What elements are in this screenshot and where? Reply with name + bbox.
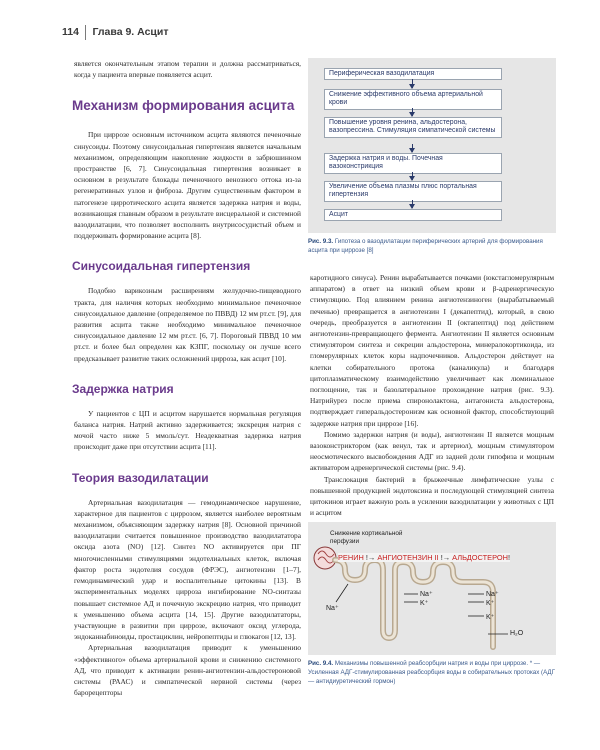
right-paragraph-2: Помимо задержки натрия (и воды), ангиотензин II является мощным вазоконстриктором (как венул, так и артериол), мощным стимулятором неосмотического высвобождения АДГ из задней доли гипофиза и мощным активатором адренергической системы (рис. 9.4). (310, 429, 554, 473)
flow-arrow (412, 200, 413, 208)
flow-step-6: Асцит (324, 209, 502, 221)
na-arrow-icon (336, 584, 348, 602)
caption-label: Рис. 9.4. (308, 660, 334, 667)
glomerulus-icon (314, 547, 336, 569)
subsection-title-vasodilation: Теория вазодилатации (72, 470, 209, 485)
vasodilation-paragraph-1: Артериальная вазодилатация — гемодинамическое нарушение, характерное для пациентов с циррозом, является наиболее вероятным механизмом, объясняющим задержку натрия [8]. Основной причиной вазодилатации считается повышенное производство вазодилататора оксида азота (NO) [12]. Синтез NO активируется при ПГ многочисленными стимуляциями эндотелиальных клеток, включая фактор роста эндотелия сосудов (ФРЭС), ангиотензин [1–7], гемодинамический удар и воспалительные цитокины [13]. В экспериментальных моделях цирроза ингибирование NO-синтазы повышает системное АД и почечную экскрецию натрия, что приводит к уменьшению объема асцита [14, 15]. Другие вазодилататоры, участвующие в развитии при циррозе, включают оксид углерода, эндоканнабиноиды, простациклин, нейропептиды и глюкагон [12, 13]. (74, 497, 301, 642)
mechanism-paragraph: При циррозе основным источником асцита являются печеночные синусоиды. Поэтому синусоидальная гипертензия является начальным механизмом, определяющим накопление жидкости в забрюшинном пространстве [6, 7]. Синусоидальная гипертензия возникает в основном в результате блокады печеночного венозного оттока из-за регенеративных узлов и фиброза. Другим существенным фактором в патогенезе цирротического асцита является задержка натрия и воды, возникающая главным образом в результате висцеральной и системной вазодилатации, что позволяет восполнить внутрисосудистый объем и поддерживать формирование асцита [8]. (74, 130, 301, 241)
caption-label: Рис. 9.3. (308, 238, 334, 245)
flow-arrow (412, 172, 413, 180)
subsection-title-sinusoidal: Синусоидальная гипертензия (72, 259, 251, 274)
figure-nephron (308, 522, 556, 655)
na-label: Na⁺ (420, 591, 433, 598)
running-header (62, 22, 582, 42)
figure-caption-9-4 (308, 660, 556, 686)
aldosterone-label: АЛЬДОСТЕРОН (452, 553, 508, 562)
header-divider (85, 25, 87, 40)
right-paragraph-3: Транслокация бактерий в брыжеечные лимфатические узлы с повышенной продукцией эндотоксина и последующей стимуляцией синтеза цитокинов играет важную роль в усилении вазодилатации у животных с ЦП и асцитом (310, 474, 554, 518)
arrow-icon: !→ (365, 553, 376, 562)
caption-text: Гипотеза о вазодилатации периферических артерий для формирования асцита при циррозе [8] (308, 238, 543, 254)
sodium-paragraph: У пациентов с ЦП и асцитом нарушается нормальная регуляция баланса натрия. Натрий активно задерживается; экскреция натрия с мочой часто ниже 5 ммоль/сут. Неадекватная задержка натрия происходит даже при отсутствии асцита [11]. (74, 408, 301, 452)
left-column (74, 58, 301, 698)
perfusion-label: Снижение кортикальной перфузии (330, 530, 403, 545)
sinusoidal-paragraph: Подобно варикозным расширениям желудочно-пищеводного тракта, для наличия которых необходимо минимальное печеночное синусоидальное давление (определяемое по ПВВД) 12 мм рт.ст. [9], для развития асцита также необходимо минимальное печеночное синусоидальное давление 12 мм рт.ст. [6, 7]. Пороговый ПВВД 10 мм рт.ст. и более был определен как КЗПГ, поскольку он лучше всего предсказывает развитие таких осложнений цирроза, как асцит [10]. (74, 286, 301, 363)
arrow-icon: ! (507, 553, 510, 562)
flow-arrow (412, 144, 413, 152)
na-label: Na⁺ (326, 605, 339, 612)
arrow-icon: !→ (440, 553, 451, 562)
angiotensin-label: АНГИОТЕНЗИН II (377, 553, 439, 562)
flow-step-1: Периферическая вазодилатация (324, 68, 502, 80)
water-label: H₂O (510, 630, 524, 637)
figure-caption-9-3 (308, 238, 556, 256)
right-paragraph-1: каротидного синуса). Ренин вырабатывается почками (юкстагломерулярным аппаратом) в ответ на низкий объем крови и β-адренергическую стимуляцию. Под влиянием ренина ангиотензиноген (вырабатываемый печенью) превращается в ангиотензин I (декапептид), который, в свою очередь, преобразуется в ангиотензин II (октапептид) под действием ангиотензин-превращающего фермента. Ангиотензин II является основным стимулятором синтеза и секреции альдостерона, минералокортикоида, из гломерулярных клеток коры надпочечников. Альдостерон действует на клетки собирательного протока (каналикула) и благодаря цитоплазматическому взаимодействию увеличивает как люминальное поглощение, так и базолатеральное прохождение натрия (рис. 9.3). Натрийурез после приема спиронолактона, антагониста альдостерона, подтверждает гиперальдостеронизм как основной фактор, способствующий задержке натрия при циррозе [16]. (310, 273, 554, 428)
subsection-title-sodium: Задержка натрия (72, 381, 174, 396)
flow-step-2: Снижение эффективного объема артериальной крови (324, 89, 502, 110)
flow-arrow (412, 108, 413, 116)
chapter-title: Глава 9. Асцит (92, 26, 169, 38)
flow-step-5: Увеличение объема плазмы плюс портальная гипертензия (324, 181, 502, 202)
flow-step-4: Задержка натрия и воды. Почечная вазоконстрикция (324, 153, 502, 174)
raas-chain (338, 553, 510, 562)
flow-step-3: Повышение уровня ренина, альдостерона, вазопрессина. Стимуляция симпатической системы (324, 117, 502, 138)
k-label: K⁺ (420, 600, 429, 607)
figure-flowchart (308, 58, 556, 233)
renin-label: РЕНИН (338, 553, 364, 562)
caption-text: Механизмы повышенной реабсорбции натрия и воды при циррозе. * — Усиленная АДГ-стимулированная реабсорбция воды в собирательных протоках (АДГ — антидиуретический гормон) (308, 660, 555, 685)
flow-arrow (412, 79, 413, 88)
right-column (310, 272, 554, 518)
k-label: K⁺ (486, 600, 495, 607)
page-number: 114 (62, 26, 79, 38)
section-title: Механизм формирования асцита (72, 98, 295, 114)
intro-paragraph: является окончательным этапом терапии и должна рассматриваться, когда у пациента впервые появляется асцит. (74, 59, 301, 80)
k-label: K⁺ (486, 614, 495, 621)
vasodilation-paragraph-2: Артериальная вазодилатация приводит к уменьшению «эффективного» объема артериальной крови и снижению системного АД, что приводит к активации ренин-ангиотензин-альдостероновой системы (РААС) и симпатической нервной системы (через барорецепторы (74, 643, 301, 698)
na-label: Na⁺ (486, 591, 499, 598)
